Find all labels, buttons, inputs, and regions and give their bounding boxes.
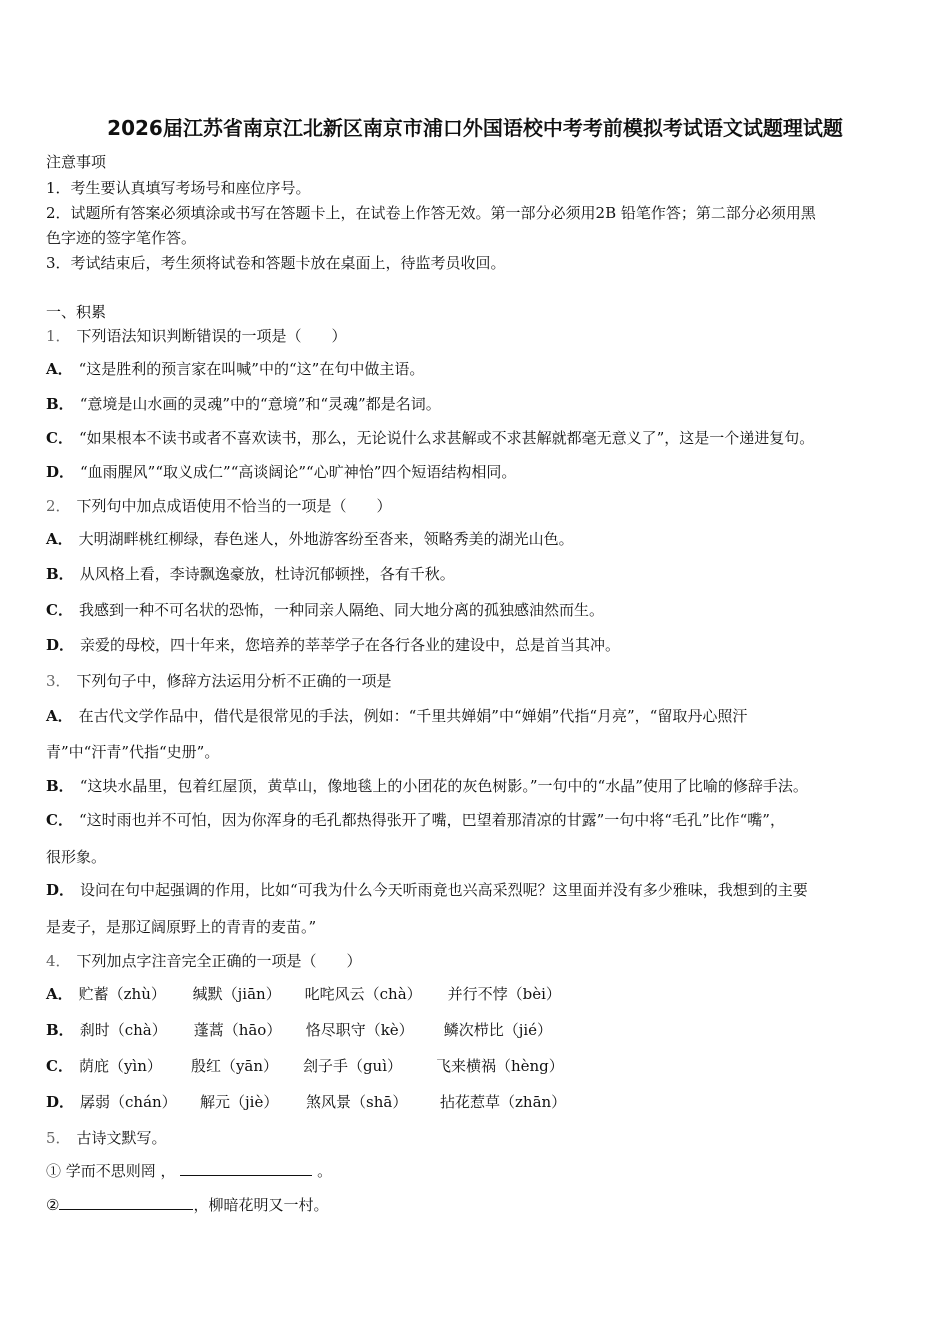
notice-item: 1．考生要认真填写考场号和座位序号。: [46, 179, 311, 197]
option-label: D．: [46, 881, 75, 899]
option-label: C．: [46, 429, 73, 447]
option-d: [46, 462, 516, 482]
pinyin-item: 拈花惹草（zhān）: [440, 1093, 567, 1111]
recitation-suffix: 。: [312, 1162, 333, 1180]
recitation-prefix: ① 学而不思则罔 ，: [46, 1162, 176, 1180]
option-text: “意境是山水画的灵魂”中的“意境”和“灵魂”都是名词。: [79, 395, 441, 413]
option-text: “如果根本不读书或者不喜欢读书，那么，无论说什么求甚解或不求甚解就都毫无意义了”，这是一个递进复句。: [78, 429, 815, 447]
option-text: 设问在句中起强调的作用，比如“可我为什么今天听雨竟也兴高采烈呢？这里面并没有多少雅味，我想到的主要: [80, 881, 808, 899]
pinyin-item: 蓬蒿（hāo）: [193, 1021, 282, 1039]
option-d: [46, 635, 620, 655]
notice-item: 色字迹的签字笔作答。: [46, 229, 197, 247]
option-label: C．: [46, 601, 73, 619]
pinyin-item: 飞来横祸（hèng）: [435, 1057, 564, 1075]
option-text: “这时雨也并不可怕，因为你浑身的毛孔都热得张开了嘴，巴望着那清凉的甘露”一句中将“毛孔”比作“嘴”，: [78, 811, 785, 829]
option-a: [46, 984, 561, 1004]
option-label: A．: [46, 707, 73, 725]
pinyin-item: 叱咤风云（chà）: [304, 985, 422, 1003]
option-label: A．: [46, 530, 73, 548]
option-text: 从风格上看，李诗飘逸豪放，杜诗沉郁顿挫，各有千秋。: [79, 565, 455, 583]
question-stem: [46, 951, 362, 971]
question-stem: [46, 326, 347, 346]
question-text: 下列句子中，修辞方法运用分析不正确的一项是: [76, 672, 392, 690]
option-label: B．: [46, 565, 74, 583]
option-b: [46, 776, 808, 796]
pinyin-item: 荫庇（yìn）: [78, 1057, 162, 1075]
notice-item: 2．试题所有答案必须填涂或书写在答题卡上，在试卷上作答无效。第一部分必须用2B 铅笔作答；第二部分必须用黑: [46, 204, 816, 222]
option-d: [46, 1092, 566, 1112]
section-heading: 一、积累: [46, 303, 107, 321]
option-a: [46, 529, 574, 549]
question-stem: [46, 671, 392, 691]
question-number: 4．: [46, 952, 71, 970]
pinyin-item: 恪尽职守（kè）: [305, 1021, 414, 1039]
option-label: C．: [46, 811, 73, 829]
option-a: [46, 359, 424, 379]
recitation-line: [46, 1195, 328, 1215]
option-b: [46, 394, 441, 414]
option-label: D．: [46, 636, 75, 654]
question-number: 1．: [46, 327, 71, 345]
pinyin-item: 刹时（chà）: [79, 1021, 167, 1039]
option-text: “这是胜利的预言家在叫喊”中的“这”在句中做主语。: [78, 360, 425, 378]
pinyin-item: 殷红（yān）: [190, 1057, 279, 1075]
question-stem: [46, 496, 392, 516]
option-label: B．: [46, 395, 74, 413]
option-label: B．: [46, 1021, 74, 1039]
option-d-continued: 是麦子，是那辽阔原野上的青青的麦苗。”: [46, 918, 317, 936]
pinyin-item: 缄默（jiān）: [192, 985, 281, 1003]
option-text: 大明湖畔桃红柳绿，春色迷人，外地游客纷至沓来，领略秀美的湖光山色。: [78, 530, 574, 548]
option-label: C．: [46, 1057, 73, 1075]
option-c-continued: 很形象。: [46, 848, 107, 866]
recitation-suffix: ，柳暗花明又一村。: [193, 1196, 329, 1214]
pinyin-item: 贮蓄（zhù）: [78, 985, 166, 1003]
option-text: “这块水晶里，包着红屋顶，黄草山，像地毯上的小团花的灰色树影。”一句中的“水晶”使用了比喻的修辞手法。: [79, 777, 808, 795]
option-b: [46, 1020, 552, 1040]
option-c: [46, 428, 814, 448]
option-text: 我感到一种不可名状的恐怖，一种同亲人隔绝、同大地分离的孤独感油然而生。: [78, 601, 604, 619]
option-c: [46, 810, 785, 830]
pinyin-item: 并行不悖（bèi）: [447, 985, 561, 1003]
pinyin-item: 解元（jiè）: [200, 1093, 279, 1111]
pinyin-item: 煞风景（shā）: [306, 1093, 408, 1111]
option-b: [46, 564, 455, 584]
question-text: 古诗文默写。: [76, 1129, 167, 1147]
option-d: [46, 880, 808, 900]
notice-heading: 注意事项: [46, 153, 107, 171]
option-a-continued: 青”中“汗青”代指“史册”。: [46, 743, 220, 761]
question-text: 下列句中加点成语使用不恰当的一项是（ ）: [76, 497, 392, 515]
option-label: B．: [46, 777, 74, 795]
question-number: 3．: [46, 672, 71, 690]
answer-blank[interactable]: [59, 1195, 193, 1210]
option-c: [46, 1056, 564, 1076]
option-label: D．: [46, 1093, 75, 1111]
notice-item: 3．考试结束后，考生须将试卷和答题卡放在桌面上，待监考员收回。: [46, 254, 506, 272]
pinyin-item: 刽子手（guì）: [302, 1057, 403, 1075]
option-label: A．: [46, 360, 73, 378]
question-number: 5．: [46, 1129, 71, 1147]
option-text: “血雨腥风”“取义成仁”“高谈阔论”“心旷神怡”四个短语结构相同。: [80, 463, 517, 481]
option-text: 亲爱的母校，四十年来，您培养的莘莘学子在各行各业的建设中，总是首当其冲。: [80, 636, 621, 654]
pinyin-item: 鳞次栉比（jié）: [443, 1021, 553, 1039]
option-c: [46, 600, 604, 620]
option-label: D．: [46, 463, 75, 481]
option-a: [46, 706, 747, 726]
page-title: 2026届江苏省南京江北新区南京市浦口外国语校中考考前模拟考试语文试题理试题: [107, 116, 843, 140]
question-text: 下列语法知识判断错误的一项是（ ）: [76, 327, 347, 345]
question-text: 下列加点字注音完全正确的一项是（ ）: [76, 952, 362, 970]
answer-blank[interactable]: [180, 1161, 312, 1176]
recitation-prefix: ②: [46, 1196, 60, 1214]
question-stem: [46, 1128, 167, 1148]
pinyin-item: 孱弱（chán）: [80, 1093, 177, 1111]
option-text: 在古代文学作品中，借代是很常见的手法，例如：“千里共婵娟”中“婵娟”代指“月亮”，“留取丹心照汗: [78, 707, 748, 725]
recitation-line: [46, 1161, 332, 1181]
question-number: 2．: [46, 497, 71, 515]
option-label: A．: [46, 985, 73, 1003]
